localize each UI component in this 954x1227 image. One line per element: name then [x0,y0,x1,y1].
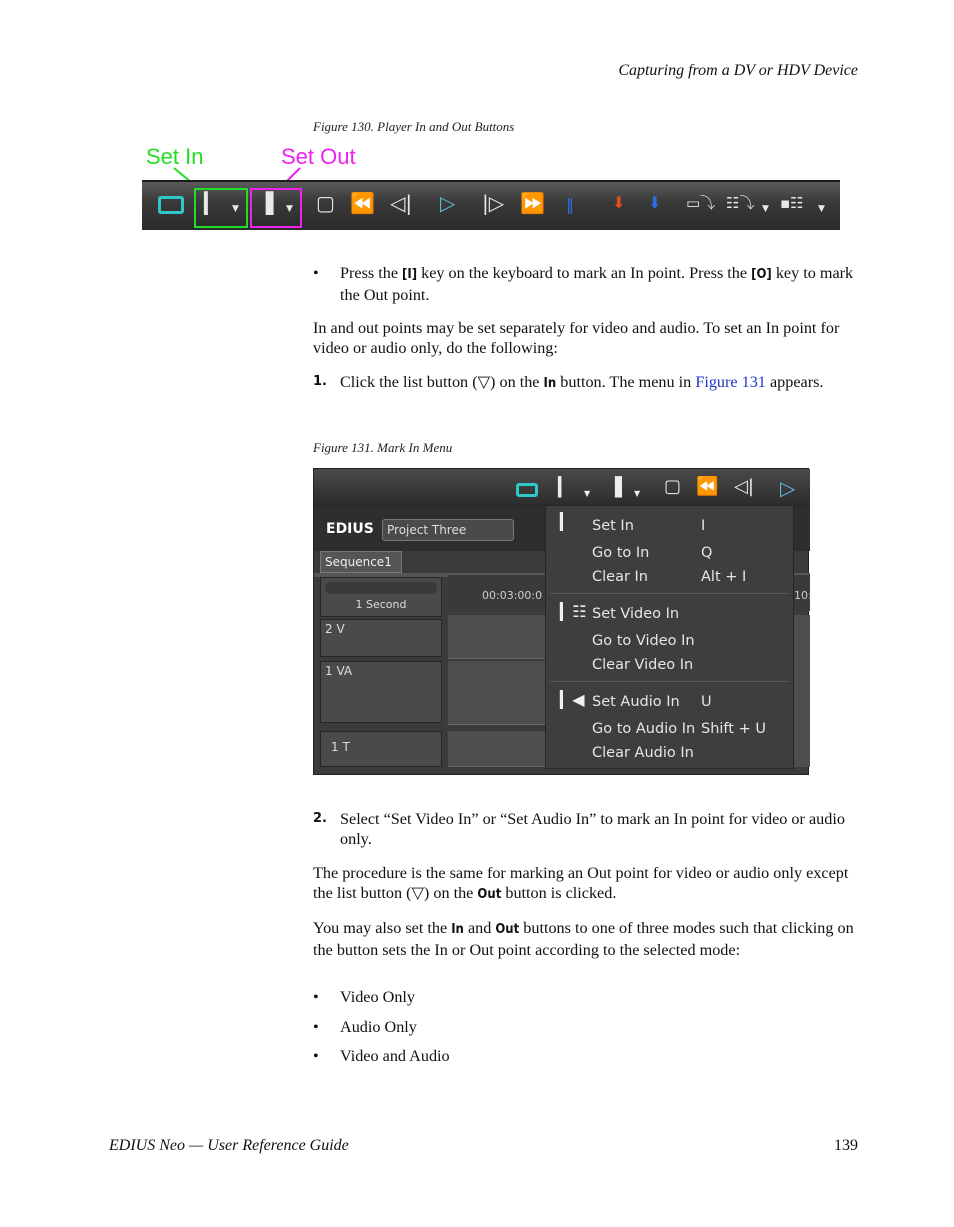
app-name: EDIUS [326,521,374,537]
menu-item-set-in[interactable]: Set In [592,518,634,534]
lane-2v[interactable] [448,615,545,659]
layout-dropdown-icon[interactable]: ▼ [818,204,825,214]
menu-shortcut-clear-in: Alt + I [701,569,747,585]
menu-shortcut-set-audio-in: U [701,694,712,710]
menu-item-clear-in[interactable]: Clear In [592,569,648,585]
timeline-ruler: 00:03:00:0 [448,575,545,611]
key-instruction: • Press the [I] key on the keyboard to mark an In point. Press the [O] key to mark the Out point. [313,264,854,304]
paragraph-modes: You may also set the In and Out buttons to one of three modes such that clicking on the button sets the In or Out point according to the selected mode: [313,919,854,959]
track-1t[interactable]: 1 T [320,731,442,767]
rewind-icon[interactable]: ⏪ [696,476,719,497]
lane-1va[interactable] [448,661,545,725]
stop-icon[interactable]: ▢ [664,476,682,497]
track-select-dropdown-icon[interactable]: ▼ [762,204,769,214]
menu-item-go-to-in[interactable]: Go to In [592,545,650,561]
set-in-label: Set In [146,144,204,169]
player-toolbar [314,469,810,507]
menu-shortcut-go-to-in: Q [701,545,713,561]
paragraph-separate-points: In and out points may be set separately for video and audio. To set an In point for video or audio only, do the following: [313,319,840,357]
mark-in-menu [545,505,794,769]
capture-icon[interactable] [516,483,538,497]
mode-list [313,987,450,1076]
pause-icon[interactable]: ‖ [566,195,574,214]
set-in-button[interactable]: ▎ [204,191,220,215]
menu-separator [550,681,789,682]
set-video-in-icon: ▎☷ [560,602,587,621]
menu-shortcut-set-in: I [701,518,706,534]
overwrite-to-timeline-icon[interactable]: ⬇ [648,193,662,212]
insert-to-timeline-icon[interactable]: ⬇ [612,193,626,212]
set-in-dropdown-icon[interactable]: ▼ [584,489,591,498]
menu-item-set-audio-in[interactable]: Set Audio In [592,694,680,710]
play-icon[interactable]: ▷ [780,476,796,500]
menu-item-go-to-video-in[interactable]: Go to Video In [592,633,695,649]
play-icon[interactable]: ▷ [440,191,456,215]
zoom-control[interactable] [320,577,442,617]
set-in-icon: ▎ [560,512,573,531]
layout-icon[interactable]: ▪☷ [780,194,804,212]
menu-item-clear-video-in[interactable]: Clear Video In [592,657,694,673]
menu-item-go-to-audio-in[interactable]: Go to Audio In [592,721,696,737]
step-forward-icon[interactable]: |▷ [482,191,505,215]
set-in-dropdown-icon[interactable]: ▼ [232,204,239,214]
stop-icon[interactable]: ▢ [316,191,335,215]
lane-right-edge [794,615,810,767]
step-2: 2. Select “Set Video In” or “Set Audio In” to mark an In point for video or audio only. [313,810,845,848]
menu-item-clear-audio-in[interactable]: Clear Audio In [592,745,694,761]
menu-item-set-video-in[interactable]: Set Video In [592,606,680,622]
set-in-highlight [194,188,248,228]
rewind-icon[interactable]: ⏪ [350,191,375,215]
track-select-icon[interactable]: ☷⤵ [726,194,755,212]
step-back-icon[interactable]: ◁| [390,191,413,215]
step-back-icon[interactable]: ◁| [734,476,754,497]
paragraph-out-point: The procedure is the same for marking an Out point for video or audio only except the list button (▽) on the Out button is clicked. [313,864,849,902]
track-2v[interactable]: 2 V [320,619,442,657]
list-item: • Video Only [313,988,416,1006]
figure-131-mark-in-menu [313,468,812,775]
player-toolbar [142,180,840,230]
figure-130-caption: Figure 130. Player In and Out Buttons [313,119,515,134]
track-1va[interactable]: 1 VA [320,661,442,723]
running-header: Capturing from a DV or HDV Device [618,62,858,79]
menu-separator [550,593,789,594]
zoom-level: 1 Second [355,598,407,611]
set-out-label: Set Out [281,144,356,169]
capture-icon[interactable] [158,196,184,214]
set-out-dropdown-icon[interactable]: ▼ [634,489,641,498]
project-name-field[interactable]: Project Three [382,519,514,541]
set-out-button[interactable]: ▐ [258,191,274,215]
set-in-button[interactable]: ▎ [558,477,572,498]
match-frame-icon[interactable]: ▭⤵ [686,194,716,212]
set-audio-in-icon: ▎◀ [560,690,585,709]
figure-130-player-toolbar [142,140,840,232]
list-item: • Audio Only [313,1017,417,1036]
set-out-button[interactable]: ▐ [608,477,622,498]
tab-sequence1[interactable]: Sequence1 [320,551,402,573]
bullet: • [313,264,319,282]
timeline-ruler-right: 10: [794,575,810,611]
list-item: • Video and Audio [313,1047,450,1065]
page-number: 139 [834,1137,858,1154]
footer-title: EDIUS Neo — User Reference Guide [109,1137,349,1154]
menu-shortcut-go-to-audio-in: Shift + U [701,721,766,737]
lane-1t[interactable] [448,731,545,767]
figure-131-link[interactable]: Figure 131 [695,373,766,391]
step-1: 1. Click the list button (▽) on the In button. The menu in Figure 131 appears. [313,373,824,391]
fast-forward-icon[interactable]: ⏩ [520,191,545,215]
set-out-dropdown-icon[interactable]: ▼ [286,204,293,214]
figure-131-caption: Figure 131. Mark In Menu [313,440,453,455]
zoom-slider[interactable] [325,582,437,594]
